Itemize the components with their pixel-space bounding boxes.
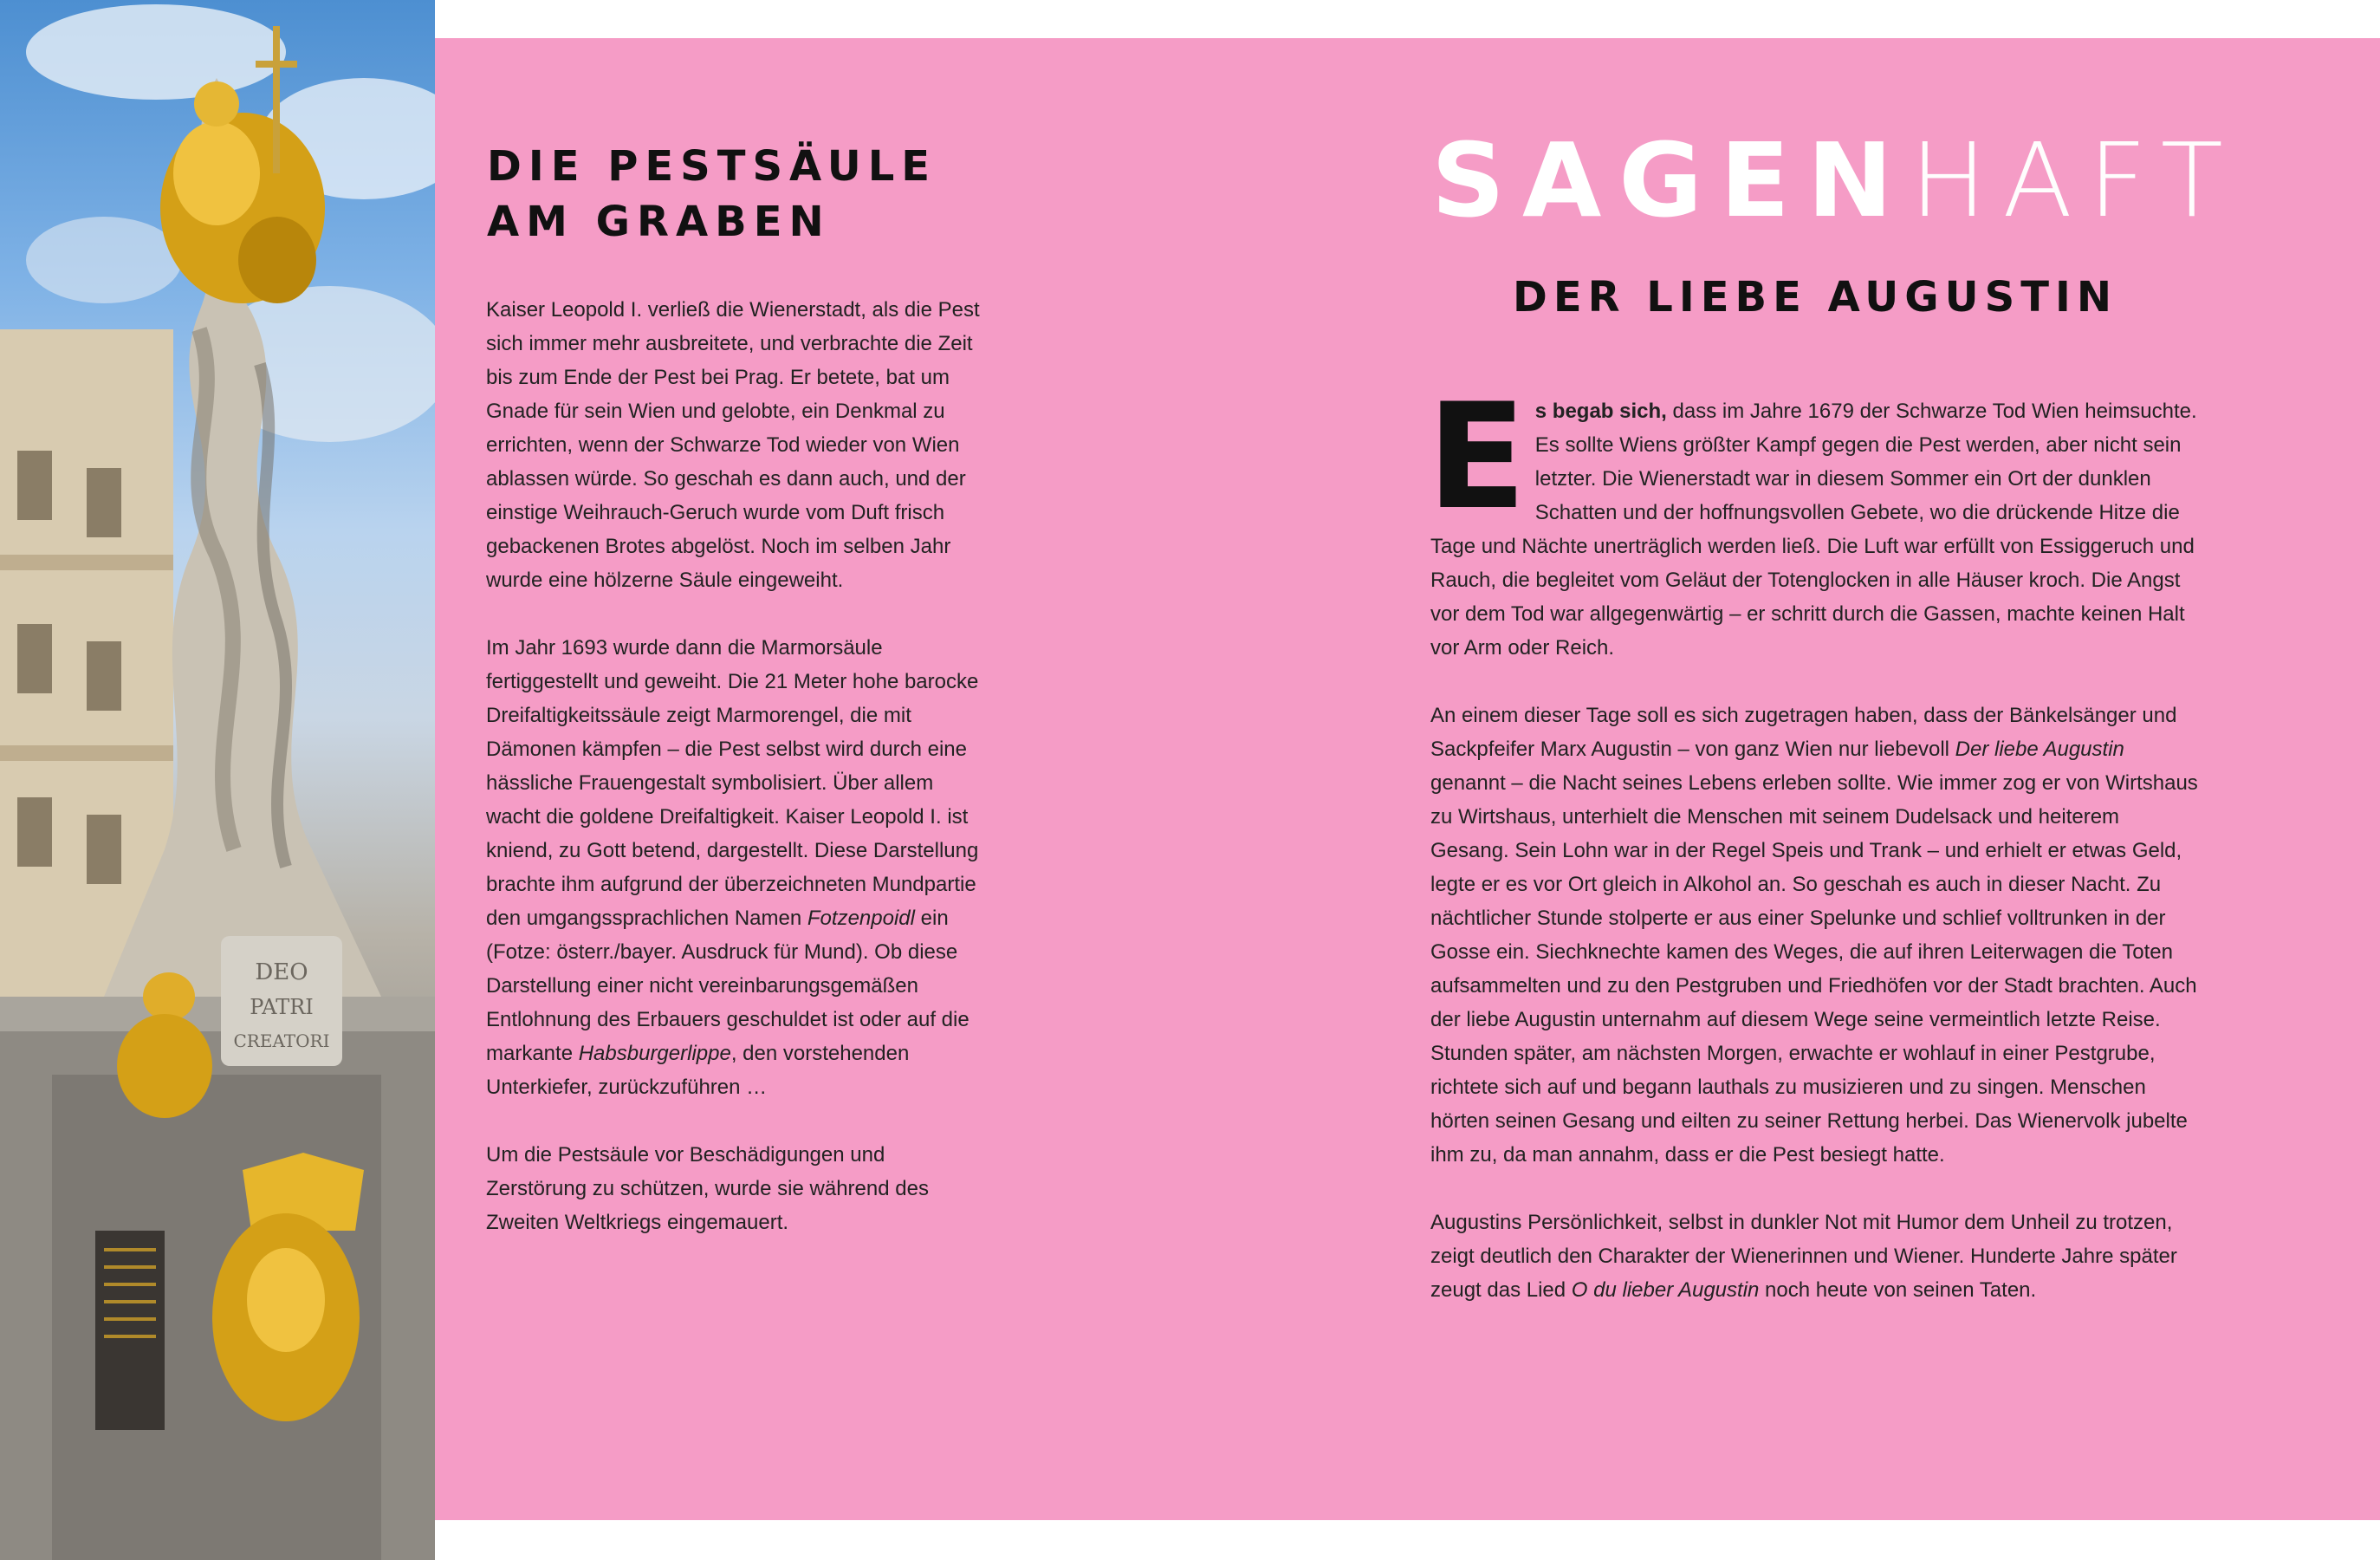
plaque-line-1: DEO	[255, 959, 308, 985]
section-title-augustin: DER LIEBE AUGUSTIN	[1513, 273, 2117, 322]
title-line-2: AM GRABEN	[487, 198, 831, 246]
pestsaeule-paragraph-2: Im Jahr 1693 wurde dann die Marmorsäule fertiggestellt und geweiht. Die 21 Meter hohe barocke Dreifaltigkeitssäule zeigt Marmorengel, die mit Dämonen kämpfen – die Pest selbst wird durch eine hässliche Frauengestalt symbolisiert. Über allem wacht die goldene Dreifaltigkeit. Kaiser Leopold I. ist kniend, zu Gott betend, dargestellt. Diese Darstellung brachte ihm aufgrund der überzeichneten Mundpartie den umgangssprachlichen Namen Fotzenpoidl ein (Fotze: österr./bayer. Ausdruck für Mund). Ob diese Darstellung einer nicht vereinbarungsgemäßen Entlohnung des Erbauers geschuldet ist oder auf die markante Habsburgerlippe, den vorstehenden Unterkiefer, zurückzuführen …	[486, 636, 979, 1099]
augustin-text	[1427, 372, 2200, 1341]
sagenhaft-logo: SAGENHAFT	[1431, 120, 2239, 240]
title-line-1: DIE PESTSÄULE	[487, 142, 937, 191]
drop-cap: E	[1427, 372, 1527, 542]
section-title-pestsaeule	[487, 139, 937, 250]
pestsaeule-paragraph-3: Um die Pestsäule vor Beschädigungen und Zerstörung zu schützen, wurde sie während des Zweiten Weltkriegs eingemauert.	[486, 1143, 929, 1234]
plaque-line-3: CREATORI	[233, 1030, 330, 1051]
pestsaeule-illustration	[0, 0, 435, 1560]
augustin-paragraph-2: An einem dieser Tage soll es sich zugetragen haben, dass der Bänkelsänger und Sackpfeifer Marx Augustin – von ganz Wien nur liebevoll Der liebe Augustin genannt – die Nacht seines Lebens erleben sollte. Wie immer zog er von Wirtshaus zu Wirtshaus, unterhielt die Menschen mit seinem Dudelsack und heiterem Gesang. Sein Lohn war in der Regel Speis und Trank – und erhielt er etwas Geld, legte er es vor Ort gleich in Alkohol an. So geschah es auch in dieser Nacht. Zu nächtlicher Stunde stolperte er aus einer Spelunke und schlief volltrunken in der Gosse ein. Siechknechte kamen des Weges, die auf ihren Leiterwagen die Toten aufsammelten und zu den Pestgruben und Friedhöfen vor der Stadt brachten. Auch der liebe Augustin unternahm auf diesem Wege seine vermeintlich letzte Reise. Stunden später, am nächsten Morgen, erwachte er wohlauf in einer Pestgrube, richtete sich auf und begann lauthals zu musizieren und zu singen. Menschen hörten seinen Gesang und eilten zu seiner Rettung herbei. Das Wienervolk jubelte ihm zu, da man annahm, dass er die Pest besiegt hatte.	[1430, 704, 2198, 1167]
augustin-paragraph-3: Augustins Persönlichkeit, selbst in dunkler Not mit Humor dem Unheil zu trotzen, zeigt deutlich den Charakter der Wienerinnen und Wiener. Hunderte Jahre später zeugt das Lied O du lieber Augustin noch heute von seinen Taten.	[1430, 1211, 2177, 1302]
pestsaeule-text	[486, 293, 989, 1273]
plaque-line-2: PATRI	[250, 995, 314, 1019]
pestsaeule-paragraph-1: Kaiser Leopold I. verließ die Wienerstadt, als die Pest sich immer mehr ausbreitete, und verbrachte die Zeit bis zum Ende der Pest bei Prag. Er betete, bat um Gnade für sein Wien und gelobte, ein Denkmal zu errichten, wenn der Schwarze Tod wieder von Wien ablassen würde. So geschah es dann auch, und der einstige Weihrauch-Geruch wurde vom Duft frisch gebackenen Brotes abgelöst. Noch im selben Jahr wurde eine hölzerne Säule eingeweiht.	[486, 298, 980, 592]
augustin-paragraph-1: Es begab sich, dass im Jahre 1679 der Schwarze Tod Wien heimsuchte. Es sollte Wiens größter Kampf gegen die Pest werden, aber nicht sein letzter. Die Wienerstadt war in diesem Sommer ein Ort der dunklen Schatten und der hoffnungsvollen Gebete, wo die drückende Hitze die Tage und Nächte unerträglich werden ließ. Die Luft war erfüllt von Essiggeruch und Rauch, die begleitet vom Geläut der Totenglocken in alle Häuser kroch. Die Angst vor dem Tod war allgegenwärtig – er schritt durch die Gassen, machte keinen Halt vor Arm oder Reich.	[1427, 372, 2197, 660]
pestsaeule-photo	[0, 0, 435, 1560]
